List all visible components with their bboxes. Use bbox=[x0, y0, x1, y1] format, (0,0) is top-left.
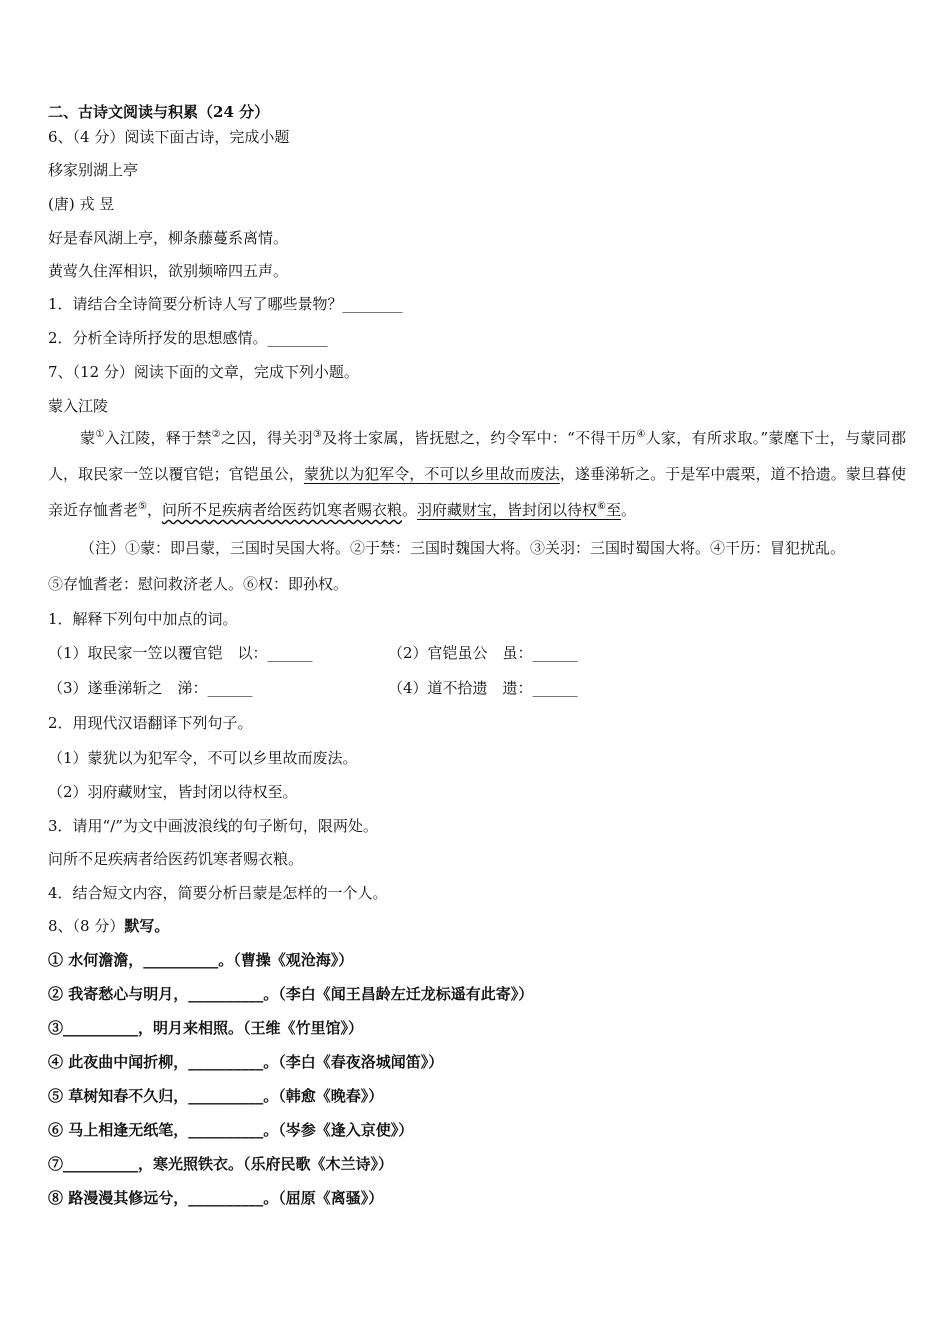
recitation-item: ⑦__________，寒光照铁衣。（乐府民歌《木兰诗》） bbox=[48, 1155, 394, 1173]
q7-sub2: 2．用现代汉语翻译下列句子。 bbox=[48, 714, 253, 732]
q6-sub1: 1．请结合全诗简要分析诗人写了哪些景物？________ bbox=[48, 295, 403, 313]
recitation-item: ⑤ 草树知春不久归，__________。（韩愈《晚春》） bbox=[48, 1087, 384, 1105]
recitation-item: ③__________，明月来相照。（王维《竹里馆》） bbox=[48, 1019, 364, 1037]
underlined-sentence-1: 蒙犹以为犯军令，不可以乡里故而废法 bbox=[303, 465, 560, 483]
word-item-1: （1）取民家一笠以覆官铠 以：______ bbox=[48, 644, 313, 662]
poem-title: 移家别湖上亭 bbox=[48, 161, 139, 179]
recitation-item: ④ 此夜曲中闻折柳，__________。（李白《春夜洛城闻笛》） bbox=[48, 1053, 444, 1071]
q6-sub2: 2．分析全诗所抒发的思想感情。________ bbox=[48, 329, 328, 347]
q7-sub4: 4．结合短文内容，简要分析吕蒙是怎样的一个人。 bbox=[48, 884, 388, 902]
q6-header: 6、（4 分）阅读下面古诗，完成小题 bbox=[48, 128, 290, 146]
notes-line-1: （注）①蒙：即吕蒙，三国时吴国大将。②于禁：三国时魏国大将。③关羽：三国时蜀国大将。④干历：冒犯扰乱。 bbox=[80, 539, 846, 557]
passage-title: 蒙入江陵 bbox=[48, 397, 109, 415]
passage-body: 蒙①入江陵，释于禁②之囚，得关羽③及将士家属，皆抚慰之，约令军中：“不得干历④人家，有所求取。”蒙麾下士，与蒙同郡人，取民家一笠以覆官铠；官铠虽公，蒙犹以为犯军令，不可以乡里故而废法，遂垂涕斩之。于是军中震栗，道不拾遗。蒙旦暮使亲近存恤耆老⑤，问所不足疾病者给医药饥寒者赐衣粮。羽府藏财宝，皆封闭以待权⑥至。 bbox=[48, 429, 906, 519]
poem-line-1: 好是春风湖上亭，柳条藤蔓系离情。 bbox=[48, 229, 289, 247]
translate-item-2: （2）羽府藏财宝，皆封闭以待权至。 bbox=[48, 783, 298, 801]
recitation-item: ⑥ 马上相逢无纸笔，__________。（岑参《逢入京使》） bbox=[48, 1121, 414, 1139]
q7-sub3-sentence: 问所不足疾病者给医药饥寒者赐衣粮。 bbox=[48, 850, 304, 868]
q7-header: 7、（12 分）阅读下面的文章，完成下列小题。 bbox=[48, 363, 359, 381]
q7-sub3: 3．请用“/”为文中画波浪线的句子断句，限两处。 bbox=[48, 817, 378, 835]
poem-author: (唐) 戎 昱 bbox=[48, 195, 115, 213]
recitation-item: ② 我寄愁心与明月，__________。（李白《闻王昌龄左迁龙标遥有此寄》） bbox=[48, 985, 534, 1003]
notes-line-2: ⑤存恤耆老：慰问救济老人。⑥权：即孙权。 bbox=[48, 575, 349, 593]
word-item-3: （3）遂垂涕斩之 涕：______ bbox=[48, 679, 253, 697]
wavy-sentence: 问所不足疾病者给医药饥寒者赐衣粮 bbox=[162, 501, 403, 519]
underlined-sentence-2: 羽府藏财宝，皆封闭以待权⑥至 bbox=[417, 501, 622, 519]
word-item-4: （4）道不拾遗 遗：______ bbox=[388, 679, 578, 697]
poem-line-2: 黄莺久住浑相识，欲别频啼四五声。 bbox=[48, 262, 289, 280]
section-title: 二、古诗文阅读与积累（24 分） bbox=[48, 103, 270, 121]
q8-header: 8、（8 分）默写。 bbox=[48, 917, 170, 935]
word-item-2: （2）官铠虽公 虽：______ bbox=[388, 644, 578, 662]
recitation-item: ① 水何澹澹，__________。（曹操《观沧海》） bbox=[48, 951, 354, 969]
q7-sub1: 1．解释下列句中加点的词。 bbox=[48, 610, 238, 628]
recitation-item: ⑧ 路漫漫其修远兮，__________。（屈原《离骚》） bbox=[48, 1189, 384, 1207]
translate-item-1: （1）蒙犹以为犯军令，不可以乡里故而废法。 bbox=[48, 749, 358, 767]
